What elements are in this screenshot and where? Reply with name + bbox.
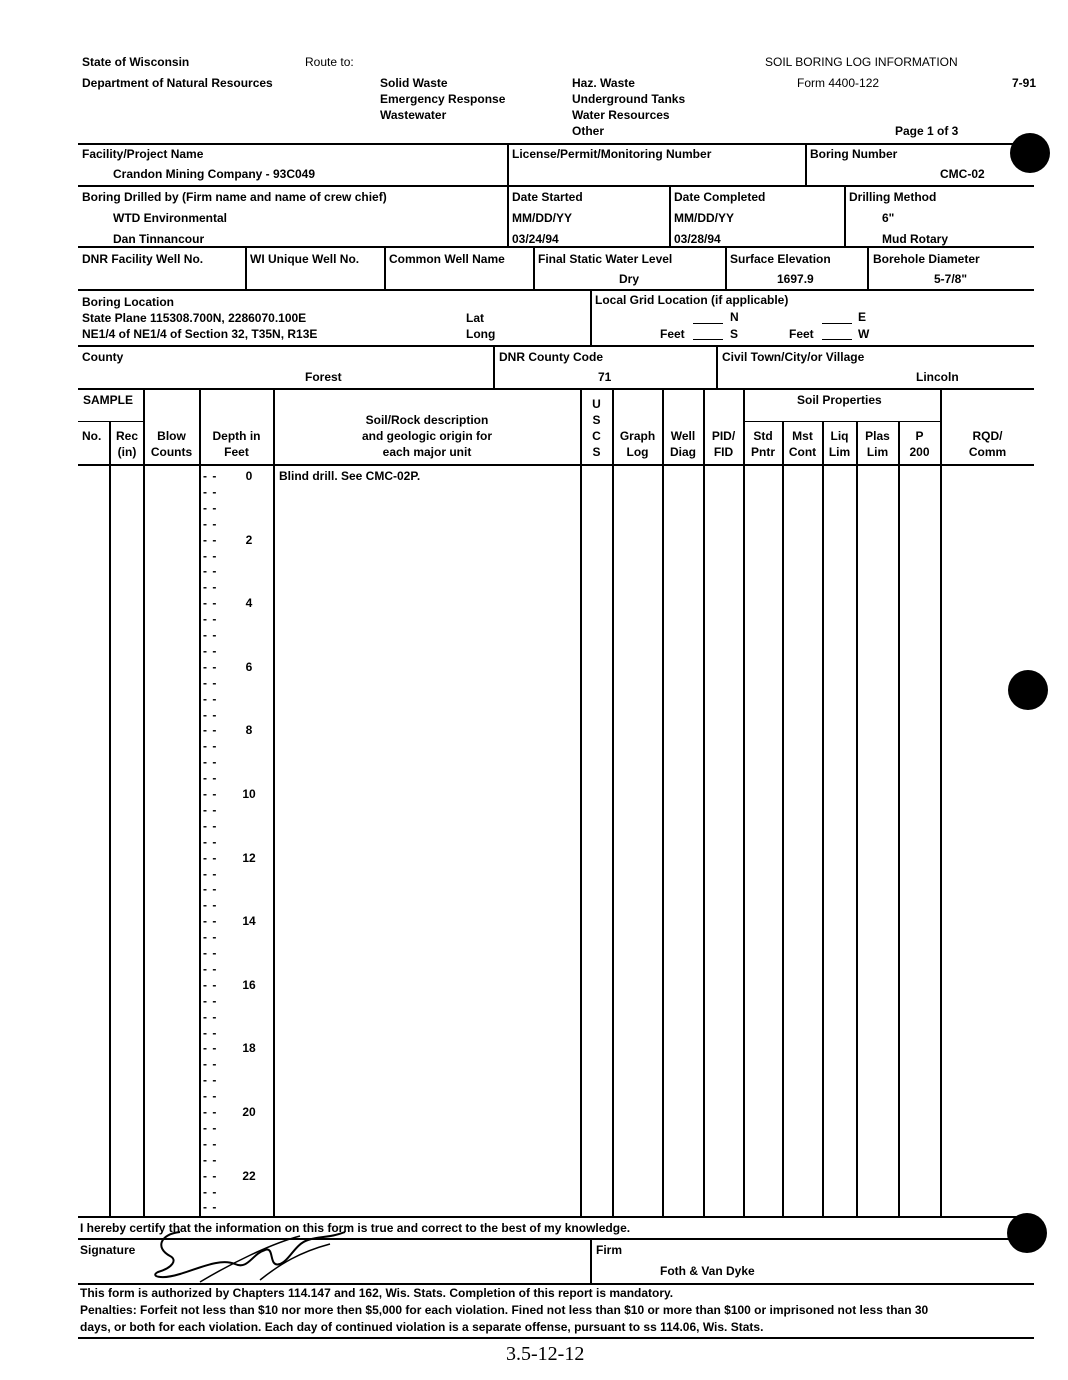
- col-uscs-u: U: [592, 397, 601, 411]
- sample-header: SAMPLE: [83, 393, 134, 407]
- borehole-diameter-label: Borehole Diameter: [873, 252, 980, 266]
- route-solid-waste: Solid Waste: [380, 76, 448, 90]
- wi-unique-well-label: WI Unique Well No.: [250, 252, 360, 266]
- depth-label: 2: [245, 532, 253, 547]
- route-underground-tanks: Underground Tanks: [572, 92, 686, 106]
- depth-tick-mark: - -: [203, 1152, 218, 1167]
- depth-tick-mark: - -: [203, 850, 218, 865]
- boring-number-value: CMC-02: [940, 167, 985, 181]
- depth-tick-mark: - -: [203, 643, 218, 658]
- col-mst-header-2: Cont: [788, 445, 817, 459]
- sample-header-rule: [78, 421, 143, 422]
- grid-n-blank: [693, 323, 723, 324]
- grid-feet-label: Feet: [660, 327, 685, 341]
- col-divider: [898, 422, 900, 1216]
- col-divider: [199, 388, 201, 1216]
- depth-tick-mark: - -: [203, 818, 218, 833]
- col-description-header-3: each major unit: [382, 445, 472, 459]
- col-uscs-s: S: [592, 413, 601, 427]
- divider: [805, 143, 807, 185]
- depth-label: 8: [245, 723, 253, 738]
- form-revision: 7-91: [1012, 76, 1037, 90]
- depth-tick-mark: - -: [203, 580, 218, 595]
- col-divider: [612, 388, 614, 1216]
- depth-tick-mark: - -: [203, 946, 218, 960]
- borehole-diameter-value: 5-7/8": [934, 272, 968, 286]
- depth-tick-mark: - -: [203, 1089, 218, 1104]
- depth-label: 0: [245, 469, 253, 483]
- col-no-header: No.: [82, 429, 102, 443]
- depth-tick-mark: - -: [203, 977, 218, 992]
- depth-tick-mark: - -: [203, 675, 218, 690]
- date-started-value: 03/24/94: [512, 232, 559, 246]
- col-well-header-2: Diag: [669, 445, 696, 459]
- col-liq-header: Liq: [830, 429, 849, 443]
- depth-tick-mark: - -: [203, 564, 218, 579]
- certification-statement: I hereby certify that the information on this form is true and correct to the best of my knowledge.: [80, 1221, 631, 1235]
- divider: [507, 143, 509, 185]
- rule: [78, 1337, 1034, 1339]
- col-divider: [143, 388, 145, 1216]
- depth-tick-mark: - -: [203, 834, 218, 849]
- rule: [78, 464, 1034, 466]
- depth-tick-mark: - -: [203, 898, 218, 913]
- col-std-header: Std: [753, 429, 773, 443]
- col-divider: [273, 388, 275, 1216]
- penalties-line-2: days, or both for each violation. Each day of continued violation is a separate offense, pursuant to ss 114.06, Wis. Stats.: [80, 1320, 764, 1334]
- depth-tick-mark: - -: [203, 691, 218, 706]
- col-rqd-header: RQD/: [972, 429, 1003, 443]
- col-depth-unit: Feet: [224, 445, 249, 459]
- rule: [78, 246, 1034, 248]
- punch-hole-bottom: [1007, 1213, 1047, 1253]
- agency-name: State of Wisconsin: [82, 55, 190, 69]
- col-divider: [743, 388, 745, 1216]
- col-blow-header: Blow: [157, 429, 186, 443]
- divider: [844, 185, 846, 246]
- grid-e-blank: [822, 323, 852, 324]
- rule: [78, 289, 1034, 291]
- col-mst-header: Mst: [792, 429, 813, 443]
- route-emergency-response: Emergency Response: [380, 92, 506, 106]
- depth-label: 20: [242, 1105, 256, 1119]
- col-uscs-c: C: [592, 429, 601, 443]
- depth-label: 14: [242, 914, 256, 929]
- grid-n-label: N: [730, 310, 739, 324]
- col-uscs-s2: S: [592, 445, 601, 459]
- depth-tick-mark: - -: [203, 596, 218, 611]
- divider: [507, 185, 509, 246]
- depth-tick-mark: - -: [203, 1136, 218, 1151]
- punch-hole-top: [1010, 133, 1050, 173]
- depth-label: 12: [242, 850, 256, 865]
- soil-description: Blind drill. See CMC-02P.: [279, 469, 421, 483]
- divider: [725, 246, 727, 289]
- depth-tick-mark: - -: [203, 771, 218, 786]
- col-well-header: Well: [670, 429, 696, 443]
- firm-value: Foth & Van Dyke: [660, 1264, 755, 1278]
- rule: [78, 388, 1034, 390]
- section-description: NE1/4 of NE1/4 of Section 32, T35N, R13E: [82, 327, 318, 341]
- depth-label: 16: [242, 977, 256, 992]
- col-rec-header: Rec: [115, 429, 138, 443]
- authority-statement: This form is authorized by Chapters 114.147 and 162, Wis. Stats. Completion of this report is mandatory.: [80, 1286, 674, 1300]
- local-grid-label: Local Grid Location (if applicable): [595, 293, 789, 307]
- lat-label: Lat: [466, 311, 484, 325]
- depth-tick-mark: - -: [203, 516, 218, 531]
- grid-feet-label-2: Feet: [789, 327, 814, 341]
- col-blow-header-2: Counts: [150, 445, 193, 459]
- handwritten-page-code: 3.5-12-12: [506, 1343, 585, 1365]
- county-code-label: DNR County Code: [499, 350, 603, 364]
- depth-tick-mark: - -: [203, 787, 218, 801]
- col-divider: [662, 388, 664, 1216]
- soil-props-header-rule: [743, 421, 940, 422]
- col-description-header-2: and geologic origin for: [362, 429, 492, 443]
- divider: [384, 246, 386, 289]
- depth-tick-mark: - -: [203, 1073, 218, 1088]
- depth-label: 22: [242, 1168, 256, 1183]
- drilling-method-label: Drilling Method: [849, 190, 937, 204]
- route-other: Other: [572, 124, 605, 138]
- boring-number-label: Boring Number: [810, 147, 898, 161]
- boring-location-label: Boring Location: [82, 295, 174, 309]
- depth-tick-mark: - -: [203, 723, 218, 738]
- col-graph-header: Graph: [619, 429, 656, 443]
- depth-tick-mark: - -: [203, 930, 218, 945]
- facility-value: Crandon Mining Company - 93C049: [113, 167, 316, 181]
- depth-tick-mark: - -: [203, 866, 218, 881]
- date-completed-label: Date Completed: [674, 190, 766, 204]
- surface-elevation-label: Surface Elevation: [730, 252, 831, 266]
- depth-tick-mark: - -: [203, 484, 218, 499]
- rule: [78, 345, 1034, 347]
- facility-label: Facility/Project Name: [82, 147, 204, 161]
- col-depth-header: Depth in: [212, 429, 261, 443]
- county-code-value: 71: [598, 370, 612, 384]
- col-liq-header-2: Lim: [828, 445, 851, 459]
- col-divider: [109, 422, 111, 1216]
- drilled-by-label: Boring Drilled by (Firm name and name of crew chief): [82, 190, 387, 204]
- depth-tick-mark: - -: [203, 914, 218, 929]
- grid-w-label: W: [858, 327, 870, 341]
- punch-hole-middle: [1008, 670, 1048, 710]
- depth-tick-mark: - -: [203, 1041, 218, 1056]
- form-title: SOIL BORING LOG INFORMATION: [765, 55, 958, 69]
- crew-chief: Dan Tinnancour: [113, 232, 205, 246]
- form-number: Form 4400-122: [797, 76, 880, 90]
- county-label: County: [82, 350, 124, 364]
- long-label: Long: [466, 327, 496, 341]
- depth-tick-mark: - -: [203, 469, 218, 483]
- depth-tick-mark: - -: [203, 882, 218, 897]
- divider: [493, 345, 495, 388]
- col-divider: [940, 388, 942, 1216]
- divider: [245, 246, 247, 289]
- depth-tick-mark: - -: [203, 802, 218, 817]
- drilling-method-value: Mud Rotary: [882, 232, 948, 246]
- route-haz-waste: Haz. Waste: [572, 76, 635, 90]
- grid-e-label: E: [858, 310, 867, 324]
- col-divider: [580, 388, 582, 1216]
- signature-label: Signature: [80, 1243, 136, 1257]
- date-completed-value: 03/28/94: [674, 232, 721, 246]
- license-label: License/Permit/Monitoring Number: [512, 147, 712, 161]
- col-rec-unit: (in): [117, 445, 137, 459]
- col-plas-header: Plas: [865, 429, 890, 443]
- static-water-level-value: Dry: [619, 272, 640, 286]
- dnr-facility-well-label: DNR Facility Well No.: [82, 252, 204, 266]
- divider: [590, 289, 592, 345]
- rule: [78, 1216, 1034, 1218]
- col-divider: [822, 422, 824, 1216]
- depth-tick-mark: - -: [203, 993, 218, 1008]
- col-graph-header-2: Log: [626, 445, 649, 459]
- grid-s-blank: [693, 339, 723, 340]
- depth-tick-mark: - -: [203, 1168, 218, 1183]
- drilling-firm: WTD Environmental: [113, 211, 228, 225]
- route-to-label: Route to:: [305, 55, 354, 69]
- depth-tick-mark: - -: [203, 961, 218, 976]
- depth-label: 4: [245, 596, 253, 611]
- col-plas-header-2: Lim: [866, 445, 889, 459]
- static-water-level-label: Final Static Water Level: [538, 252, 673, 266]
- depth-tick-mark: - -: [203, 659, 218, 674]
- soil-properties-header: Soil Properties: [797, 393, 882, 407]
- drilling-method-size: 6": [882, 211, 895, 225]
- col-divider: [703, 388, 705, 1216]
- depth-label: 18: [242, 1041, 256, 1056]
- civil-town-value: Lincoln: [916, 370, 959, 384]
- firm-label: Firm: [596, 1243, 623, 1257]
- col-pid-header-2: FID: [713, 445, 734, 459]
- date-started-label: Date Started: [512, 190, 583, 204]
- depth-tick-mark: - -: [203, 532, 218, 547]
- depth-tick-mark: - -: [203, 1009, 218, 1024]
- state-plane-coords: State Plane 115308.700N, 2286070.100E: [82, 311, 307, 325]
- depth-tick-mark: - -: [203, 755, 218, 770]
- rule: [78, 185, 1034, 187]
- col-std-header-2: Pntr: [751, 445, 775, 459]
- depth-tick-mark: - -: [203, 1200, 218, 1215]
- department-name: Department of Natural Resources: [82, 76, 273, 90]
- surface-elevation-value: 1697.9: [777, 272, 814, 286]
- date-started-format: MM/DD/YY: [512, 211, 572, 225]
- depth-tick-mark: - -: [203, 707, 218, 722]
- divider: [716, 345, 718, 388]
- county-value: Forest: [305, 370, 342, 384]
- col-divider: [782, 422, 784, 1216]
- penalties-line-1: Penalties: Forfeit not less than $10 nor more then $5,000 for each violation. Fined not less than $10 or more than $100 or imprisoned not less than 30: [80, 1303, 929, 1317]
- route-wastewater: Wastewater: [380, 108, 447, 122]
- page-number: Page 1 of 3: [895, 124, 959, 138]
- depth-tick-mark: - -: [203, 548, 218, 563]
- depth-tick-mark: - -: [203, 1184, 218, 1199]
- divider: [533, 246, 535, 289]
- depth-label: 6: [245, 659, 253, 674]
- route-water-resources: Water Resources: [572, 108, 670, 122]
- depth-tick-mark: - -: [203, 500, 218, 515]
- depth-tick-mark: - -: [203, 1105, 218, 1119]
- depth-tick-mark: - -: [203, 1025, 218, 1040]
- depth-tick-mark: - -: [203, 1057, 218, 1072]
- rule: [78, 143, 1034, 145]
- col-rqd-header-2: Comm: [968, 445, 1007, 459]
- date-completed-format: MM/DD/YY: [674, 211, 734, 225]
- divider: [669, 185, 671, 246]
- civil-town-label: Civil Town/City/or Village: [722, 350, 865, 364]
- grid-w-blank: [822, 339, 852, 340]
- common-well-name-label: Common Well Name: [389, 252, 505, 266]
- divider: [590, 1238, 592, 1283]
- depth-tick-mark: - -: [203, 628, 218, 642]
- depth-label: 10: [242, 787, 256, 801]
- col-divider: [856, 422, 858, 1216]
- depth-tick-mark: - -: [203, 739, 218, 754]
- signature-scribble: [140, 1224, 370, 1286]
- depth-tick-mark: - -: [203, 1120, 218, 1135]
- col-description-header: Soil/Rock description: [365, 413, 489, 427]
- grid-s-label: S: [730, 327, 739, 341]
- col-p200-header: P: [915, 429, 924, 443]
- depth-tick-mark: - -: [203, 612, 218, 627]
- col-pid-header: PID/: [711, 429, 736, 443]
- col-p200-header-2: 200: [909, 445, 930, 459]
- divider: [867, 246, 869, 289]
